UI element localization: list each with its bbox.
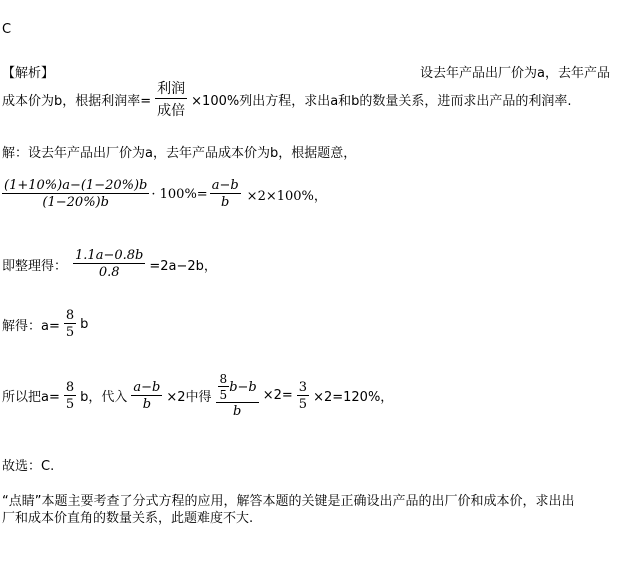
eq3-tail: b [80, 316, 89, 332]
eq4-fraction-2 [131, 380, 162, 412]
eq4-mid3: ×2= [262, 388, 293, 403]
answer-label: C [2, 22, 12, 37]
analysis-line2-post: ×100%列出方程，求出a和b的数量关系，进而求出产品的利润率. [191, 93, 572, 109]
eq3-denominator: 5 [65, 325, 75, 340]
eq4-f1-denominator: 5 [65, 396, 75, 412]
eq4-inner-fraction [218, 372, 230, 402]
analysis-tag: 【解析】 [2, 66, 55, 81]
eq4-fraction-1 [64, 380, 76, 412]
eq1-fraction [2, 178, 149, 210]
eq4-f2-numerator: a−b [133, 379, 161, 395]
eq1-mid: · 100%= [151, 186, 208, 202]
eq4-f1-numerator: 8 [65, 379, 75, 395]
eq4-mid1: b，代入 [80, 390, 128, 405]
eq4-f3-denominator: 5 [298, 396, 308, 412]
eq1-f2-denominator: b [210, 193, 241, 210]
eq4-fraction-3 [297, 380, 309, 412]
equation-4 [2, 372, 393, 419]
eq2-denominator: 0.8 [73, 263, 145, 280]
equation-3 [2, 308, 88, 340]
eq3-label: 解得：a= [2, 318, 60, 334]
eq1-fraction-2 [210, 178, 241, 210]
eq4-f3-numerator: 3 [298, 379, 308, 395]
eq4-big-numerator-rest: b−b [229, 379, 257, 395]
eq2-numerator: 1.1a−0.8b [75, 248, 144, 263]
eq4-inner-denominator: 5 [219, 388, 228, 402]
solution-choice: 故选：C. [2, 459, 55, 474]
fraction-numerator: 利润 [157, 81, 186, 97]
eq3-numerator: 8 [65, 308, 75, 323]
solution-intro: 解：设去年产品出厂价为a，去年产品成本价为b，根据题意， [2, 146, 357, 161]
eq1-tail: ×2×100%， [246, 188, 327, 204]
equation-1 [2, 178, 327, 210]
eq4-big-numerator [216, 372, 259, 402]
eq2-fraction [73, 248, 145, 280]
eq3-fraction [64, 308, 76, 340]
eq1-f2-numerator: a−b [211, 178, 239, 193]
comment-line-2: 厂和成本价直角的数量关系，此题难度不大. [2, 511, 254, 526]
eq4-inner-numerator: 8 [219, 372, 228, 386]
eq4-tail: ×2=120%， [313, 390, 394, 405]
profit-rate-fraction [155, 78, 187, 120]
comment-line-1: “点睛”本题主要考查了分式方程的应用，解答本题的关键是正确设出产品的出厂价和成本价，求出出 [2, 494, 575, 509]
eq4-fraction-big [216, 372, 259, 419]
fraction-denominator: 成倍 [155, 98, 187, 120]
equation-2 [2, 248, 217, 280]
analysis-line2-pre: 成本价为b，根据利润率= [2, 93, 152, 109]
analysis-line2 [2, 78, 572, 120]
eq1-numerator: (1+10%)a−(1−20%)b [4, 178, 148, 193]
eq4-f2-denominator: b [131, 395, 162, 412]
eq4-big-denominator: b [216, 402, 259, 419]
eq4-label: 所以把a= [2, 390, 60, 405]
eq4-mid2: ×2中得 [166, 390, 212, 405]
eq1-denominator: (1−20%)b [2, 193, 149, 210]
eq2-label: 即整理得： [2, 258, 68, 274]
eq2-tail: =2a−2b， [149, 258, 217, 274]
analysis-line1: 设去年产品出厂价为a，去年产品 [420, 66, 610, 81]
